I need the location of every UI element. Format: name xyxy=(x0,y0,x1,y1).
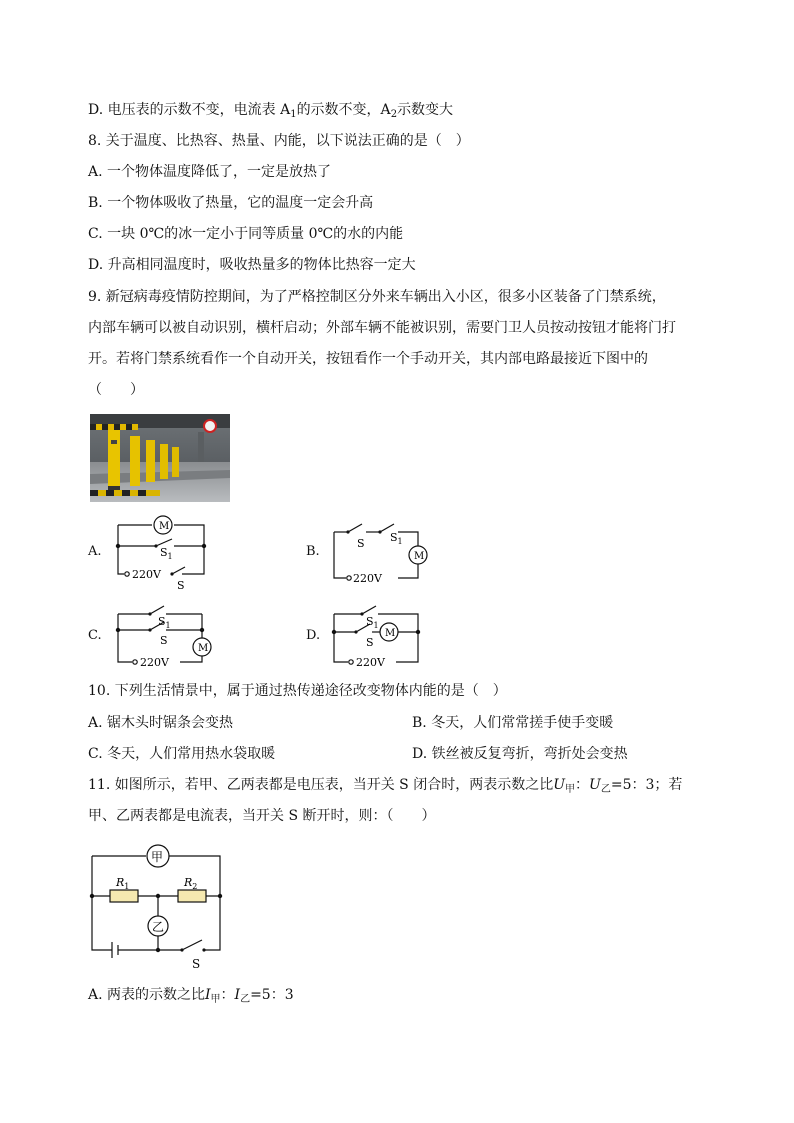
q9-circuit-b xyxy=(326,512,436,592)
q8-option-a: A. 一个物体温度降低了，一定是放热了 xyxy=(88,164,332,180)
q7-optd-text-b: 的示数不变，A xyxy=(296,102,391,118)
q9-option-c-label: C. xyxy=(88,628,102,643)
q9-stem-line-2: 内部车辆可以被自动识别，横杆启动；外部车辆不能被识别，需要门卫人员按动按钮才能将门打 xyxy=(88,320,676,336)
switch-s1-label: $S_1$ xyxy=(366,615,379,630)
q8-option-b: B. 一个物体吸收了热量，它的温度一定会升高 xyxy=(88,195,374,211)
motor-label: M xyxy=(414,551,425,562)
q11-opta-ratio: =5：3 xyxy=(250,987,294,1003)
q9-stem-line-1: 9. 新冠病毒疫情防控期间，为了严格控制区分外来车辆出入小区，很多小区装备了门禁系统， xyxy=(88,289,666,305)
q10-option-b: B. 冬天，人们常常搓手使手变暖 xyxy=(412,715,614,731)
colon: ： xyxy=(575,777,590,793)
q7-option-d xyxy=(88,101,453,124)
q9-circuit-a xyxy=(110,510,220,592)
q11-opta-text: A. 两表的示数之比 xyxy=(88,987,206,1003)
var-u: U xyxy=(589,777,601,793)
ammeter-yi-label: 乙 xyxy=(152,920,165,934)
subscript: 乙 xyxy=(240,994,251,1005)
q7-optd-text-c: 示数变大 xyxy=(397,102,454,118)
colon: ： xyxy=(220,987,235,1003)
q10-option-d: D. 铁丝被反复弯折，弯折处会变热 xyxy=(412,746,628,762)
switch-s-label: S xyxy=(177,579,185,592)
ammeter-jia-label: 甲 xyxy=(151,850,164,864)
q11-stem-line-2: 甲、乙两表都是电流表，当开关 S 断开时，则：（ ） xyxy=(88,808,436,824)
switch-s-label: S xyxy=(160,634,168,647)
subscript: 乙 xyxy=(600,784,611,795)
q11-stem-line-1 xyxy=(88,776,682,799)
switch-s1-label: $S_1$ xyxy=(158,615,171,630)
q9-option-b-label: B. xyxy=(306,544,320,559)
switch-s1-label: $S_1$ xyxy=(160,546,173,561)
voltage-label: 220V xyxy=(132,568,161,581)
motor-label: M xyxy=(385,628,396,639)
voltage-label: 220V xyxy=(353,572,382,585)
var-i: I xyxy=(234,987,241,1003)
switch-s-label: S xyxy=(357,537,365,550)
q8-stem: 8. 关于温度、比热容、热量、内能，以下说法正确的是（ ） xyxy=(88,133,470,149)
q11-text-b: =5：3；若 xyxy=(610,777,683,793)
q10-option-c: C. 冬天，人们常用热水袋取暖 xyxy=(88,746,276,762)
q10-stem: 10. 下列生活情景中，属于通过热传递途径改变物体内能的是（ ） xyxy=(88,683,507,699)
q9-circuit-c xyxy=(110,596,220,674)
q9-stem-line-3: 开。若将门禁系统看作一个自动开关，按钮看作一个手动开关，其内部电路最接近下图中的 xyxy=(88,351,648,367)
q11-circuit xyxy=(86,842,236,972)
q8-option-d: D. 升高相同温度时，吸收热量多的物体比热容一定大 xyxy=(88,257,416,273)
q9-circuit-d xyxy=(326,596,436,674)
resistor-r1-label: $R_1$ xyxy=(116,876,130,891)
motor-label: M xyxy=(159,521,170,532)
q7-optd-text-a: D. 电压表的示数不变，电流表 A xyxy=(88,102,291,118)
var-i: I xyxy=(205,987,211,1003)
voltage-label: 220V xyxy=(356,656,385,669)
subscript: 甲 xyxy=(210,994,221,1005)
q8-option-c: C. 一块 0℃的冰一定小于同等质量 0℃的水的内能 xyxy=(88,226,404,242)
q9-option-a-label: A. xyxy=(88,544,102,559)
switch-s1-label: $S_1$ xyxy=(390,531,403,546)
resistor-r2-label: $R_2$ xyxy=(184,876,198,891)
subscript: 1 xyxy=(290,109,297,120)
motor-label: M xyxy=(198,643,209,654)
voltage-label: 220V xyxy=(140,656,169,669)
q11-option-a xyxy=(88,986,294,1009)
parking-gate-photo xyxy=(90,414,230,502)
q11-text-a: 11. 如图所示，若甲、乙两表都是电压表，当开关 S 闭合时，两表示数之比 xyxy=(88,777,554,793)
q9-option-d-label: D. xyxy=(306,628,321,643)
switch-s-label: S xyxy=(192,957,201,971)
switch-s-label: S xyxy=(366,636,374,649)
q9-stem-line-4: （ ） xyxy=(88,382,144,398)
subscript: 甲 xyxy=(565,784,576,795)
subscript: 2 xyxy=(390,109,398,120)
var-u: U xyxy=(553,777,566,793)
q10-option-a: A. 锯木头时锯条会变热 xyxy=(88,715,234,731)
